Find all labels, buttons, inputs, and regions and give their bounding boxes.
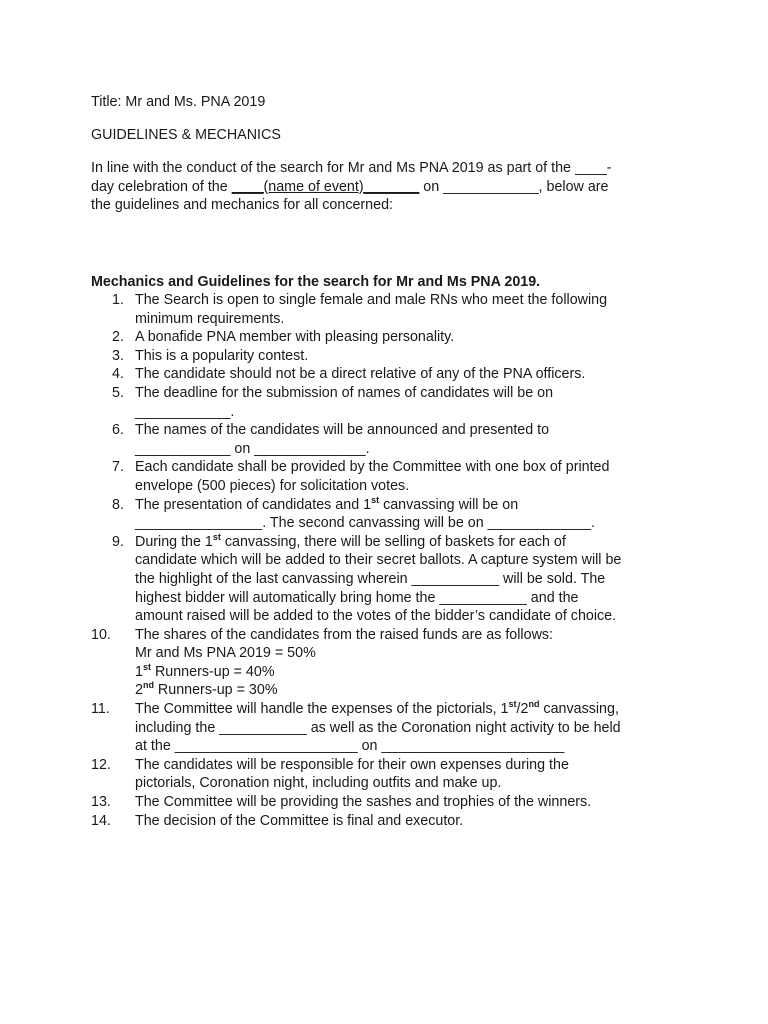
- item-line: ________________. The second canvassing will be on _____________.: [135, 515, 595, 532]
- item-number: 9.: [112, 533, 124, 550]
- item-number: 10.: [91, 626, 111, 643]
- item-text: Runners-up = 40%: [150, 663, 275, 680]
- item-number: 5.: [112, 384, 124, 401]
- intro-line-2: [91, 178, 671, 197]
- intro-paragraph: [91, 159, 671, 215]
- item-line: The decision of the Committee is final and executor.: [135, 812, 464, 829]
- item-line: including the ___________ as well as the Coronation night activity to be held: [135, 719, 621, 736]
- item-line: amount raised will be added to the votes of the bidder’s candidate of choice.: [135, 608, 617, 625]
- list-item: [91, 347, 681, 366]
- list-item: [91, 756, 681, 793]
- item-line: The Committee will be providing the sashes and trophies of the winners.: [135, 794, 592, 811]
- list-item: [91, 626, 681, 700]
- item-line: Each candidate shall be provided by the Committee with one box of printed: [135, 459, 610, 476]
- item-line: [135, 496, 681, 515]
- item-number: 12.: [91, 756, 111, 773]
- item-number: 1.: [112, 292, 124, 308]
- list-item: [91, 458, 681, 495]
- ordinal-suffix: nd: [142, 680, 154, 691]
- item-line: The candidates will be responsible for their own expenses during the: [135, 756, 569, 773]
- item-line: The names of the candidates will be announced and presented to: [135, 422, 550, 439]
- ordinal-suffix: st: [508, 699, 517, 710]
- item-line: [135, 663, 681, 682]
- item-line: [135, 681, 681, 700]
- item-line: The candidate should not be a direct relative of any of the PNA officers.: [135, 366, 586, 383]
- item-text: Runners-up = 30%: [153, 682, 278, 699]
- guidelines-list: [91, 291, 681, 830]
- intro-line-1: In line with the conduct of the search for Mr and Ms PNA 2019 as part of the ____-: [91, 160, 612, 176]
- item-text: canvassing,: [539, 701, 619, 718]
- item-text: 2: [135, 682, 143, 699]
- item-number: 7.: [112, 459, 124, 476]
- list-item: [91, 496, 681, 533]
- item-number: 14.: [91, 812, 111, 829]
- item-line: ____________.: [135, 403, 235, 420]
- item-line: pictorials, Coronation night, including outfits and make up.: [135, 775, 502, 792]
- item-text: /2: [516, 701, 529, 718]
- document-subtitle: GUIDELINES & MECHANICS: [91, 127, 281, 143]
- item-line: highest bidder will automatically bring home the ___________ and the: [135, 589, 579, 606]
- ordinal-suffix: st: [142, 662, 151, 673]
- ordinal-suffix: st: [212, 531, 221, 542]
- ordinal-suffix: st: [371, 494, 380, 505]
- item-line: ____________ on ______________.: [135, 440, 370, 457]
- item-number: 2.: [112, 329, 124, 346]
- item-text: During the 1: [135, 533, 213, 550]
- list-item: [91, 700, 681, 756]
- item-text: 1: [135, 663, 143, 680]
- item-line: the highlight of the last canvassing wherein ___________ will be sold. The: [135, 570, 606, 587]
- item-text: canvassing will be on: [379, 496, 519, 513]
- document-title: Title: Mr and Ms. PNA 2019: [91, 94, 266, 110]
- item-text: canvassing, there will be selling of baskets for each of: [220, 533, 566, 550]
- item-line: envelope (500 pieces) for solicitation votes.: [135, 477, 410, 494]
- item-line: This is a popularity contest.: [135, 347, 309, 364]
- item-line: [135, 533, 681, 552]
- event-name-blank: ____(name of event)_______: [231, 178, 420, 195]
- list-item: [91, 421, 681, 458]
- item-line: The shares of the candidates from the raised funds are as follows:: [135, 626, 554, 643]
- intro-line-3: the guidelines and mechanics for all concerned:: [91, 197, 394, 214]
- list-item: [91, 812, 681, 831]
- ordinal-suffix: nd: [528, 699, 540, 710]
- item-number: 11.: [91, 701, 110, 718]
- item-line: A bonafide PNA member with pleasing personality.: [135, 329, 455, 346]
- item-line: Mr and Ms PNA 2019 = 50%: [135, 645, 316, 662]
- list-item: [91, 533, 681, 626]
- item-line: candidate which will be added to their secret ballots. A capture system will be: [135, 552, 622, 569]
- item-line: [135, 700, 681, 719]
- item-line: The deadline for the submission of names of candidates will be on: [135, 384, 554, 401]
- list-item: [91, 793, 681, 812]
- item-line: at the _______________________ on _______________________: [135, 738, 565, 755]
- item-line: The Search is open to single female and male RNs who meet the following: [135, 292, 608, 308]
- item-text: The Committee will handle the expenses of the pictorials, 1: [135, 701, 509, 718]
- item-text: The presentation of candidates and 1: [135, 496, 372, 513]
- section-heading: Mechanics and Guidelines for the search for Mr and Ms PNA 2019.: [91, 274, 541, 290]
- item-line: minimum requirements.: [135, 310, 285, 327]
- list-item: [91, 291, 681, 328]
- list-item: [91, 328, 681, 347]
- item-number: 6.: [112, 422, 124, 439]
- intro-line-2-start: day celebration of the: [91, 178, 232, 195]
- list-item: [91, 384, 681, 421]
- intro-line-2-end: on ____________, below are: [419, 178, 609, 195]
- item-number: 13.: [91, 794, 111, 811]
- item-number: 8.: [112, 496, 124, 513]
- item-number: 3.: [112, 347, 124, 364]
- item-number: 4.: [112, 366, 124, 383]
- list-item: [91, 365, 681, 384]
